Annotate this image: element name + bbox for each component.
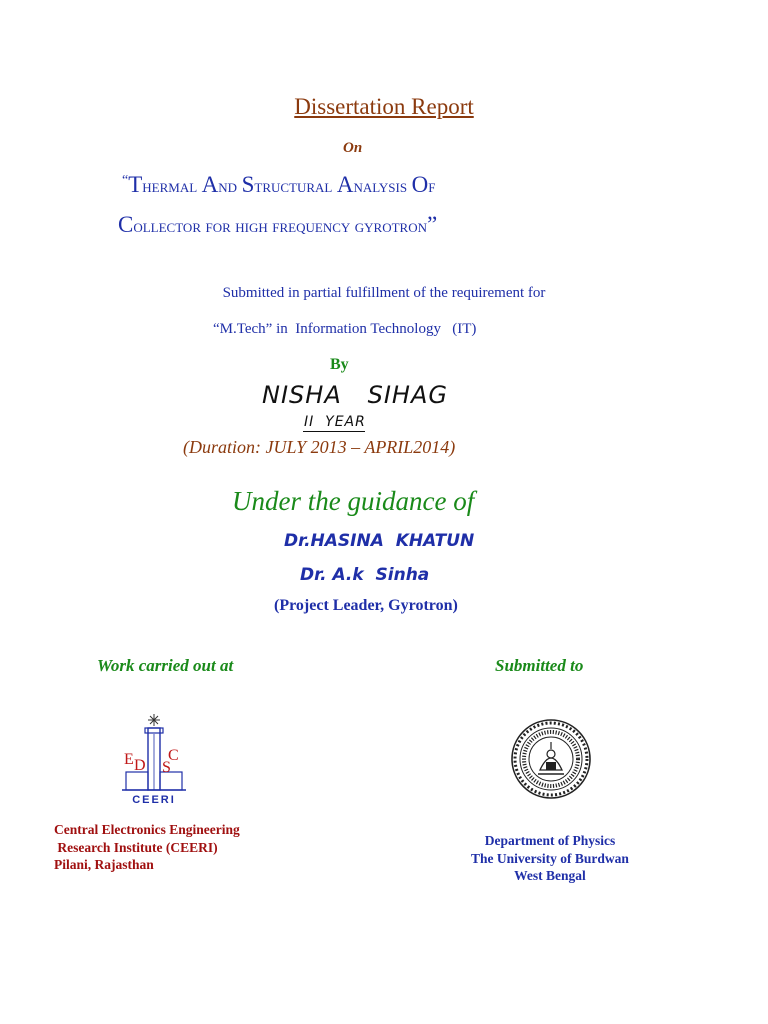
author-name: NISHA SIHAG bbox=[262, 381, 448, 409]
submitted-to-label: Submitted to bbox=[495, 656, 584, 675]
year-underline bbox=[303, 431, 365, 432]
open-quote: “ bbox=[122, 173, 129, 188]
ceeri-letter-c: C bbox=[168, 747, 179, 764]
degree-line: “M.Tech” in Information Technology (IT) bbox=[213, 321, 477, 337]
submission-statement: Submitted in partial fulfillment of the requirement for bbox=[222, 285, 546, 301]
by-label: By bbox=[330, 356, 349, 373]
guidance-heading: Under the guidance of bbox=[232, 486, 475, 516]
year-label: II YEAR bbox=[304, 414, 366, 430]
address-line: West Bengal bbox=[514, 868, 586, 883]
work-carried-out-label: Work carried out at bbox=[97, 656, 234, 675]
document-title: Dissertation Report bbox=[294, 94, 474, 119]
ceeri-logo bbox=[112, 712, 198, 806]
ceeri-letter-s: S bbox=[162, 759, 171, 776]
university-address bbox=[440, 832, 660, 885]
ceeri-logo-text: CEERI bbox=[132, 794, 176, 806]
close-quote: ” bbox=[427, 212, 438, 237]
ceeri-letter-e: E bbox=[124, 751, 134, 768]
address-line: The University of Burdwan bbox=[471, 850, 629, 866]
guide-name-1: Dr.HASINA KHATUN bbox=[284, 531, 475, 551]
on-label: On bbox=[343, 140, 363, 156]
address-line: Central Electronics Engineering bbox=[54, 822, 240, 837]
guide-name-2: Dr. A.k Sinha bbox=[300, 565, 430, 585]
address-line: Department of Physics bbox=[484, 833, 616, 848]
institute-address bbox=[54, 821, 240, 874]
address-line: Pilani, Rajasthan bbox=[54, 857, 154, 872]
guide-role: (Project Leader, Gyrotron) bbox=[274, 597, 458, 614]
duration-text: (Duration: JULY 2013 – APRIL2014) bbox=[183, 437, 456, 457]
burdwan-university-seal bbox=[510, 718, 592, 800]
address-line: Research Institute (CEERI) bbox=[54, 839, 218, 855]
ceeri-letter-d: D bbox=[134, 757, 146, 774]
thesis-title-line-2: Collector for high frequency gyrotron” bbox=[118, 212, 438, 237]
thesis-title-line-1: “Thermal And Structural Analysis Of bbox=[122, 172, 436, 197]
